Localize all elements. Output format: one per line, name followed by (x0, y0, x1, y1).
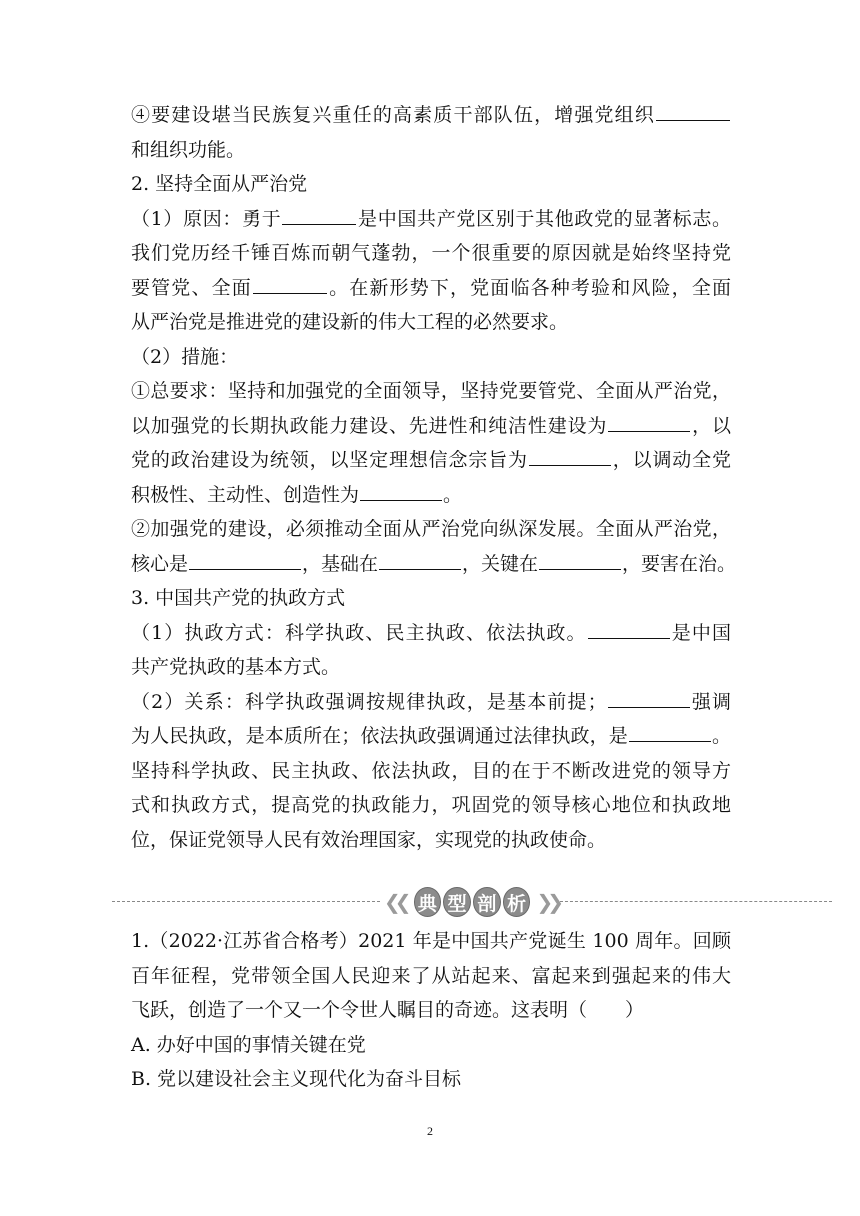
divider-dash-left (112, 901, 380, 902)
answer-blank (629, 740, 711, 742)
section-heading: 2. 坚持全面从严治党 (131, 173, 308, 195)
answer-blank (539, 568, 621, 570)
text-line: 核心是 ，基础在 ，关键在 ，要害在治。 (131, 552, 737, 575)
answer-blank (379, 568, 461, 570)
text-line: 我们党历经千锤百炼而朝气蓬勃，一个很重要的原因就是始终坚持党 (131, 242, 731, 264)
answer-blank (189, 568, 301, 570)
option-b: B. 党以建设社会主义现代化为奋斗目标 (131, 1068, 462, 1090)
answer-blank (656, 119, 730, 121)
text-line: （2）措施： (131, 345, 239, 368)
text-line: 共产党执政的基本方式。 (131, 656, 341, 678)
answer-blank (608, 430, 690, 432)
question-1 (131, 924, 731, 1097)
text-line: 坚持科学执政、民主执政、依法执政，目的在于不断改进党的领导方 (131, 759, 731, 782)
text-line: 和组织功能。 (131, 138, 246, 161)
question-line: 百年征程，党带领全国人民迎来了从站起来、富起来到强起来的伟大 (131, 964, 731, 987)
answer-blank (360, 499, 442, 501)
page-number: 2 (427, 1124, 433, 1138)
double-chevron-right-icon: ❯❯ (536, 890, 558, 914)
text-line: 式和执政方式，提高党的执政能力，巩固党的领导核心地位和执政地 (131, 794, 731, 816)
badge-char: 剖 (473, 887, 501, 917)
text-line: （2）关系：科学执政强调按规律执政，是基本前提； 强调 (131, 690, 731, 713)
section-divider (112, 885, 832, 919)
document-body (131, 98, 737, 857)
answer-blank (588, 637, 670, 639)
question-line: 飞跃，创造了一个又一个令世人瞩目的奇迹。这表明（ ） (131, 999, 645, 1021)
text-line: 为人民执政，是本质所在；依法执政强调通过法律执政，是 。 (131, 725, 731, 747)
double-chevron-left-icon: ❮❮ (384, 890, 406, 914)
text-line: 位，保证党领导人民有效治理国家，实现党的执政使命。 (131, 828, 607, 851)
badge-char: 典 (414, 887, 442, 917)
answer-blank (282, 223, 356, 225)
text-line: （1）原因：勇于 是中国共产党区别于其他政党的显著标志。 (131, 207, 731, 230)
text-line: ④要建设堪当民族复兴重任的高素质干部队伍，增强党组织 (131, 98, 731, 133)
divider-dash-right (560, 901, 832, 902)
option-a: A. 办好中国的事情关键在党 (131, 1033, 366, 1056)
text-line: 要管党、全面 。在新形势下，党面临各种考验和风险，全面 (131, 276, 731, 299)
text-line: 从严治党是推进党的建设新的伟大工程的必然要求。 (131, 311, 569, 333)
badge-char: 型 (443, 887, 471, 917)
text-line: 党的政治建设为统领，以坚定理想信念宗旨为 ，以调动全党 (131, 449, 731, 471)
badge-char: 析 (503, 887, 531, 917)
answer-blank (253, 292, 327, 294)
text-line: ②加强党的建设，必须推动全面从严治党向纵深发展。全面从严治党， (131, 518, 731, 540)
text-line: （1）执政方式：科学执政、民主执政、依法执政。 是中国 (131, 621, 731, 644)
text-line: ①总要求：坚持和加强党的全面领导，坚持党要管党、全面从严治党， (131, 380, 731, 402)
typical-analysis-badge (384, 885, 558, 919)
section-heading: 3. 中国共产党的执政方式 (131, 587, 346, 609)
answer-blank (608, 706, 690, 708)
text-line: 以加强党的长期执政能力建设、先进性和纯洁性建设为 ，以 (131, 414, 731, 437)
answer-blank (529, 464, 611, 466)
question-line: 1.（2022·江苏省合格考）2021 年是中国共产党诞生 100 周年。回顾 (131, 930, 731, 952)
text-line: 积极性、主动性、创造性为 。 (131, 483, 463, 506)
